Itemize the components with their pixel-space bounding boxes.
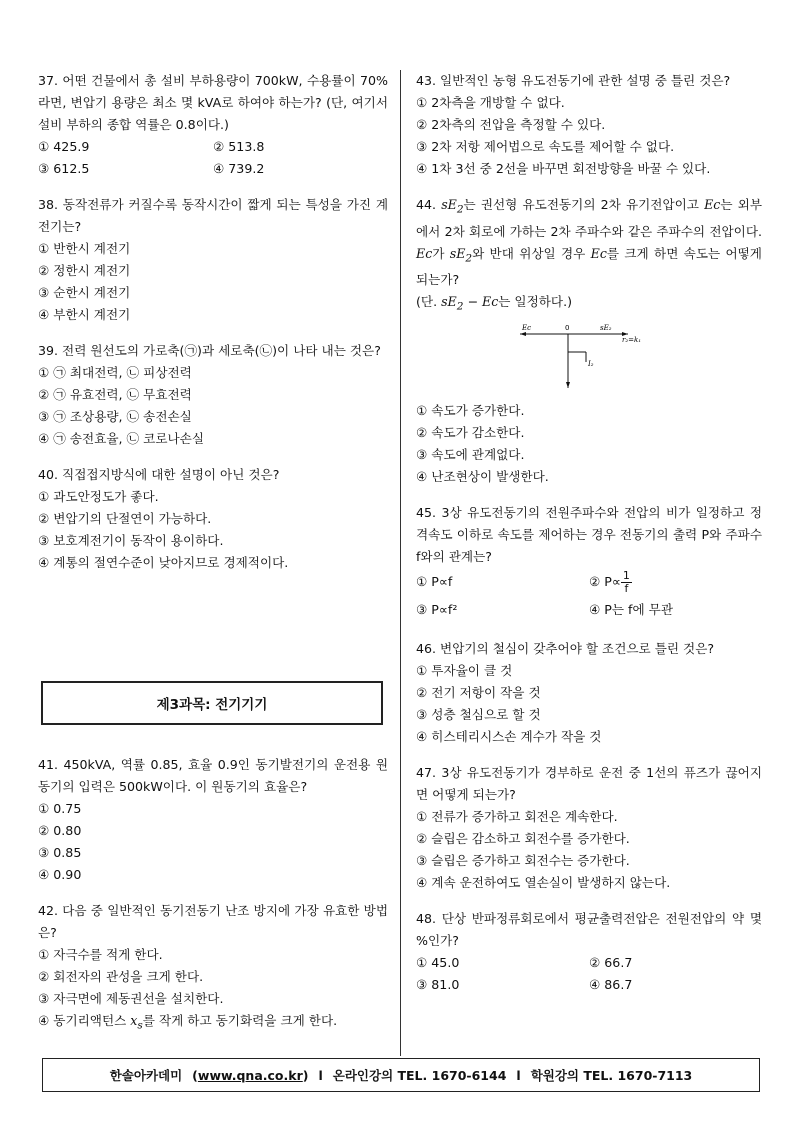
math-var: Ec (416, 245, 433, 261)
question-46 (416, 638, 762, 748)
option: ① ㉠ 최대전력, ㉡ 피상전력 (38, 365, 192, 380)
math-var: Ec (482, 294, 499, 310)
option: ③ 81.0 (416, 976, 460, 992)
math-sub: s (137, 1019, 143, 1032)
option: ③ 슬립은 증가하고 회전수는 증가한다. (416, 852, 630, 868)
fraction-numerator: 1 (622, 568, 630, 582)
option: ① P∝f (416, 573, 453, 589)
option: ③ ㉠ 조상용량, ㉡ 송전손실 (38, 409, 192, 424)
option: ② ㉠ 유효전력, ㉡ 무효전력 (38, 387, 192, 402)
option (589, 568, 762, 596)
question-45 (416, 502, 762, 624)
math-sub: 2 (456, 300, 464, 313)
fraction (621, 570, 632, 595)
option: ② 정한시 계전기 (38, 263, 131, 278)
label-i2: I₂ (588, 359, 594, 368)
option: ③ 자극면에 제동권선을 설치한다. (38, 991, 224, 1006)
academy-url[interactable]: www.qna.co.kr (197, 1067, 303, 1083)
option: ② 2차측의 전압을 측정할 수 있다. (416, 117, 606, 132)
option: ② 66.7 (589, 954, 633, 970)
online-phone: 온라인강의 TEL. 1670-6144 (332, 1068, 507, 1083)
option: ① 반한시 계전기 (38, 241, 131, 256)
offline-phone: 학원강의 TEL. 1670-7113 (530, 1068, 693, 1083)
stem-text: (단. (416, 294, 442, 310)
question-stem: 42. 다음 중 일반적인 동기전동기 난조 방지에 가장 유효한 방법은? (38, 903, 388, 940)
options-grid (38, 136, 388, 180)
question-40 (38, 464, 388, 574)
question-stem: 46. 변압기의 철심이 갖추어야 할 조건으로 틀린 것은? (416, 640, 715, 656)
subject-title: 제3과목: 전기기기 (156, 697, 268, 713)
option: ② 슬립은 감소하고 회전수를 증가한다. (416, 830, 630, 846)
option: ④ P는 f에 무관 (589, 601, 673, 617)
question-41 (38, 754, 388, 886)
option: ③ 순한시 계전기 (38, 285, 131, 300)
stem-text: 는 권선형 유도전동기의 2차 유기전압이고 (463, 197, 699, 212)
question-38 (38, 194, 388, 326)
question-stem: 43. 일반적인 농형 유도전동기에 관한 설명 중 틀린 것은? (416, 73, 731, 88)
option-text: ② P∝ (589, 573, 621, 589)
option-text: 를 작게 하고 동기화력을 크게 한다. (142, 1013, 338, 1028)
footer-separator: l (516, 1067, 521, 1083)
option: ① 0.75 (38, 801, 82, 816)
option: ④ 0.90 (38, 867, 82, 882)
option-text: ④ 동기리액턴스 (38, 1013, 131, 1028)
option: ③ P∝f² (416, 601, 458, 617)
option: ④ 히스테리시스손 계수가 작을 것 (416, 728, 602, 744)
option: ④ 86.7 (589, 976, 633, 992)
option: ② 회전자의 관성을 크게 한다. (38, 969, 204, 984)
subject-title-box (41, 681, 383, 725)
option: ② 0.80 (38, 823, 82, 838)
options-grid (416, 568, 762, 624)
option: ① 자극수를 적게 한다. (38, 947, 163, 962)
option: ③ 성층 철심으로 할 것 (416, 706, 541, 722)
math-sub: 2 (465, 252, 473, 265)
option: ③ 0.85 (38, 845, 82, 860)
question-37 (38, 70, 388, 180)
math-var: Ec (590, 245, 607, 261)
question-stem: 47. 3상 유도전동기가 경부하로 운전 중 1선의 퓨즈가 끊어지면 어떻게 되는가? (416, 764, 762, 802)
option: ① 2차측을 개방할 수 없다. (416, 95, 565, 110)
option: ③ 612.5 (38, 161, 90, 176)
option: ① 투자율이 클 것 (416, 662, 513, 678)
option: ④ 739.2 (213, 161, 265, 176)
option: ① 425.9 (38, 139, 90, 154)
question-39 (38, 340, 388, 450)
math-var: sE (441, 197, 457, 212)
option: ④ 부한시 계전기 (38, 307, 131, 322)
academy-name: 한솔아카데미 (109, 1068, 183, 1083)
option: ① 전류가 증가하고 회전은 계속한다. (416, 808, 618, 824)
label-origin: 0 (565, 323, 570, 332)
question-stem (416, 194, 762, 291)
footer-separator: l (318, 1067, 323, 1083)
question-number: 44. (416, 197, 437, 212)
question-stem: 38. 동작전류가 커질수록 동작시간이 짧게 되는 특성을 가진 계전기는? (38, 197, 388, 234)
stem-text: 는 외부에서 2차 회로에 가하는 2차 주파수와 같은 주파수의 전압이다. (416, 197, 763, 239)
left-column (38, 70, 388, 588)
page-footer: 한솔아카데미 (www.qna.co.kr) l 온라인강의 TEL. 1670-6144 l 학원강의 TEL. 1670-7113 (42, 1058, 760, 1092)
option (38, 1010, 388, 1037)
right-column (416, 70, 762, 1010)
question-47 (416, 762, 762, 894)
question-stem: 41. 450kVA, 역률 0.85, 효율 0.9인 동기발전기의 운전용 원동기의 입력은 500kW이다. 이 원동기의 효율은? (38, 757, 388, 794)
math-var: sE (441, 294, 457, 310)
fraction-denominator: f (624, 581, 629, 595)
option: ② 변압기의 단절연이 가능하다. (38, 511, 212, 526)
question-44 (416, 194, 762, 488)
question-stem: 39. 전력 원선도의 가로축(㉠)과 세로축(㉡)이 나타 내는 것은? (38, 343, 381, 358)
option: ① 속도가 증가한다. (416, 402, 525, 418)
question-stem: 40. 직접접지방식에 대한 설명이 아닌 것은? (38, 467, 280, 482)
option: ① 45.0 (416, 954, 460, 970)
stem-text: − (463, 294, 482, 310)
arrow-left-icon (520, 332, 526, 336)
option: ① 과도안정도가 좋다. (38, 489, 159, 504)
math-var: x (130, 1013, 138, 1028)
option: ④ 난조현상이 발생한다. (416, 468, 549, 484)
label-r2: r₂=k₁ (622, 335, 642, 344)
option: ③ 2차 저항 제어법으로 속도를 제어할 수 없다. (416, 139, 675, 154)
stem-text: 는 일정하다.) (498, 294, 572, 310)
question-43 (416, 70, 762, 180)
option: ④ 계통의 절연수준이 낮아지므로 경제적이다. (38, 555, 289, 570)
stem-text: 가 (432, 245, 445, 261)
option: ② 513.8 (213, 139, 265, 154)
question-stem: 48. 단상 반파정류회로에서 평균출력전압은 전원전압의 약 몇 %인가? (416, 910, 762, 948)
options-grid (416, 952, 762, 996)
math-var: Ec (704, 197, 721, 212)
option: ④ 계속 운전하여도 열손실이 발생하지 않는다. (416, 874, 671, 890)
label-se2: sE₂ (600, 323, 612, 332)
option: ③ 속도에 관계없다. (416, 446, 525, 462)
stem-text: 를 크게 하면 속도는 어떻게 되는가? (416, 245, 762, 288)
question-42 (38, 900, 388, 1037)
arrow-down-icon (566, 382, 570, 388)
label-ec: Ec (522, 323, 532, 332)
phasor-diagram (516, 322, 656, 394)
math-sub: 2 (456, 203, 464, 216)
option: ③ 보호계전기이 동작이 용이하다. (38, 533, 224, 548)
question-stem: 45. 3상 유도전동기의 전원주파수와 전압의 비가 일정하고 정격속도 이하로 속도를 제어하는 경우 전동기의 출력 P와 주파수 f와의 관계는? (416, 504, 762, 564)
question-48 (416, 908, 762, 996)
left-column-lower (38, 754, 388, 1051)
column-divider (400, 70, 401, 1056)
math-var: sE (449, 245, 466, 261)
option: ④ ㉠ 송전효율, ㉡ 코로나손실 (38, 431, 204, 446)
option: ② 전기 저항이 작을 것 (416, 684, 541, 700)
question-condition (416, 291, 762, 318)
option: ④ 1차 3선 중 2선을 바꾸면 회전방향을 바꿀 수 있다. (416, 161, 711, 176)
question-stem: 37. 어떤 건물에서 총 설비 부하용량이 700kW, 수용률이 70%라면, 변압기 용량은 최소 몇 kVA로 하여야 하는가? (단, 여기서 설비 부하의 종합 역률은 0.8이다.) (38, 73, 388, 132)
option: ② 속도가 감소한다. (416, 424, 525, 440)
stem-text: 와 반대 위상일 경우 (472, 245, 586, 261)
